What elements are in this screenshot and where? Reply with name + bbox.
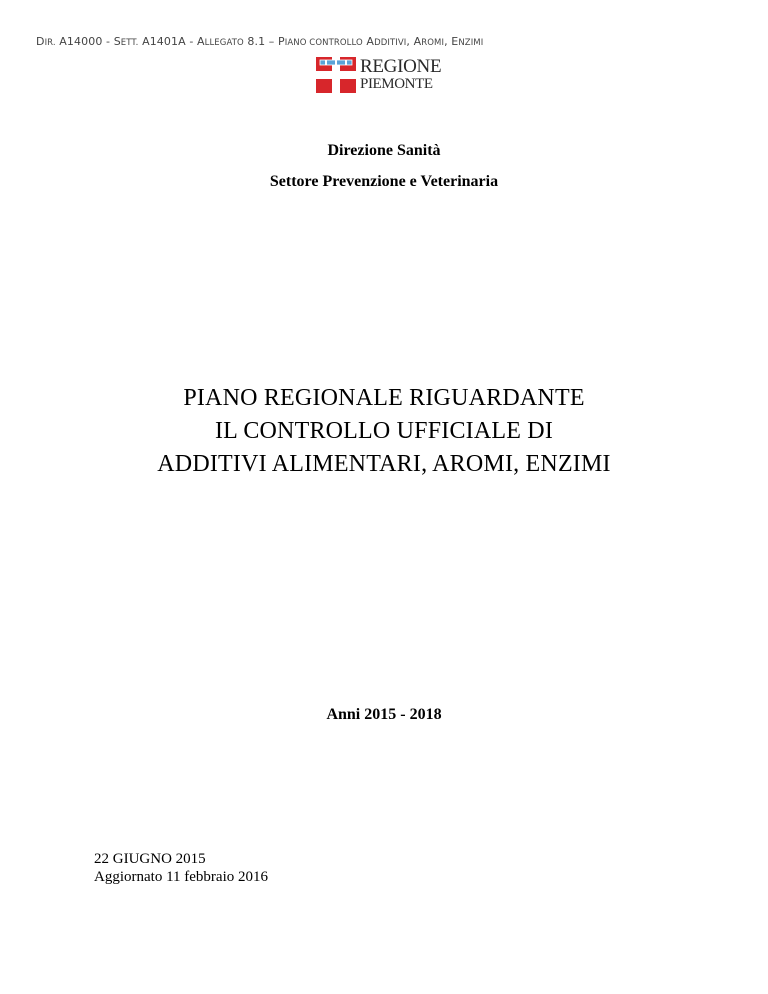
document-header [36, 35, 483, 48]
title-line-1: PIANO REGIONALE RIGUARDANTE [183, 385, 585, 411]
header-aromi-rest: ROMI [421, 38, 445, 48]
header-enzimi-prefix: , E [444, 35, 459, 48]
plan-years: Anni 2015 - 2018 [326, 706, 442, 723]
issue-date: 22 GIUGNO 2015 [94, 851, 206, 867]
logo-regione-text: REGIONE [360, 56, 442, 77]
header-enzimi-rest: NZIMI [458, 38, 484, 48]
title-line-3: ADDITIVI ALIMENTARI, AROMI, ENZIMI [157, 451, 611, 477]
header-additivi-rest: DDITIVI [374, 38, 407, 48]
header-piano-prefix: P [277, 35, 285, 48]
header-code-allegato: 8.1 – [243, 35, 278, 48]
date-block [94, 850, 268, 886]
header-allegato-rest: LLEGATO [204, 38, 244, 48]
header-dir-prefix: D [36, 35, 45, 48]
regione-piemonte-logo [316, 56, 461, 93]
header-dir-rest: IR. [44, 38, 56, 48]
header-piano-rest: IANO CONTROLLO [284, 38, 363, 48]
header-sett-rest: ETT. [120, 38, 139, 48]
updated-date: Aggiornato 11 febbraio 2016 [94, 869, 268, 885]
logo-piemonte-text: PIEMONTE [360, 76, 433, 92]
title-line-2: IL CONTROLLO UFFICIALE DI [214, 418, 554, 444]
header-sett-prefix: S [113, 35, 121, 48]
document-title [0, 382, 768, 481]
header-additivi-prefix: A [362, 35, 375, 48]
piemonte-shield-icon [316, 57, 356, 93]
header-aromi-prefix: , A [406, 35, 422, 48]
sector-name: Settore Prevenzione e Veterinaria [269, 173, 499, 190]
header-code-dir: A14000 - [55, 35, 114, 48]
header-code-sett: A1401A - [138, 35, 197, 48]
header-allegato-prefix: A [197, 35, 205, 48]
department-name: Direzione Sanità [327, 142, 441, 159]
